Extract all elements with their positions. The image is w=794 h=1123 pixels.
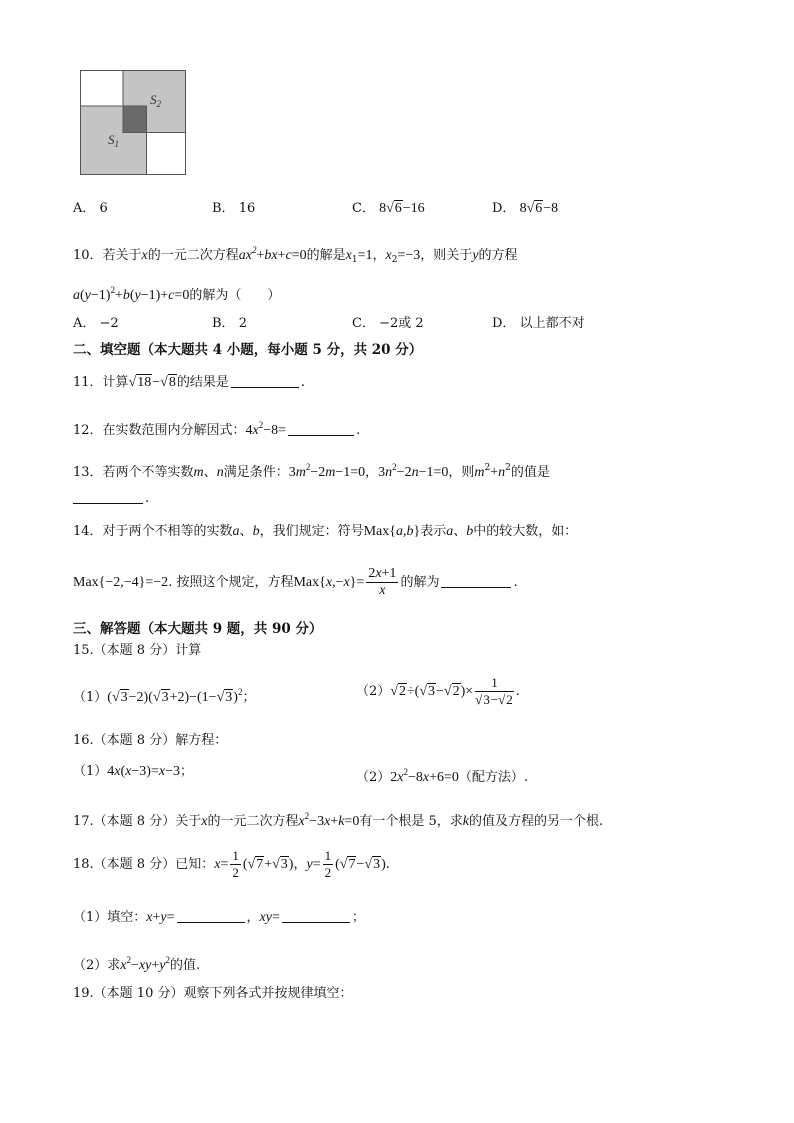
q9-option-d[interactable]: D． 8√6−8 — [492, 201, 559, 216]
q16-part1: （1）4x(x−3)=x−3； — [73, 764, 193, 779]
section2-title: 二、填空题（本大题共 4 小题，每小题 5 分，共 20 分） — [73, 342, 423, 358]
q18-part1: （1）填空：x+y= ，xy= ； — [73, 910, 365, 925]
q15-title: 15.（本题 8 分）计算 — [73, 643, 202, 658]
label-s2: $S_2$ — [150, 92, 161, 109]
overlapping-squares-figure — [80, 70, 188, 176]
overlap-square — [123, 106, 147, 133]
q18-given: 18.（本题 8 分）已知：x= $\frac{1}{2}$ (√7+√3)，y= $\frac{1}{2}$ (√7−√3). — [73, 848, 390, 880]
q11: 11．计算√18−√8的结果是 . — [73, 375, 305, 390]
q14-line1: 14．对于两个不相等的实数a、b，我们规定：符号Max{a,b}表示a、b中的较大数，如： — [73, 524, 578, 539]
q16-part2: $(2)2x^2-8x+6=0$（配方法）. — [356, 767, 529, 785]
q9-option-a[interactable]: A． 6 — [73, 201, 108, 216]
q15-part1: $(1)(√3-2)(√3+2)-(1-√3)^2$； — [73, 687, 256, 705]
q14-answer-blank[interactable] — [441, 573, 511, 588]
q13-line1: 13．若两个不等实数m、n满足条件：$3m^2-2m-1=0$，$3n^2-2n-1=0$，则$m^2+n^2$的值是 — [73, 462, 550, 480]
q10-option-a[interactable]: A． −2 — [73, 316, 119, 331]
q18-part2: （2）求$x^2-xy+y^2$的值. — [73, 955, 201, 973]
q13-line2: . — [73, 489, 149, 509]
q10-option-d[interactable]: D． 以上都不对 — [492, 316, 585, 331]
q17: 17.（本题 8 分）关于x的一元二次方程$x^2-3x+k=0$有一个根是 5，求k的值及方程的另一个根. — [73, 811, 604, 829]
q15-part2: （2）√2÷(√3−√2)× $\frac{1}{√3-√2}$ . — [356, 675, 520, 707]
q11-answer-blank[interactable] — [231, 373, 299, 388]
q18-product-blank[interactable] — [282, 908, 350, 923]
q14-line2: Max{−2,−4}=−2. 按照这个规定，方程Max{x,−x}= $\frac{2x+1}{x}$ 的解为 . — [73, 566, 518, 598]
q13-answer-blank[interactable] — [73, 489, 143, 504]
q12: 12．在实数范围内分解因式：$4x^2-8=$ . — [73, 420, 361, 438]
q10-stem-line1: 10．若关于x的一元二次方程$ax^2+bx+c=0$的解是$x_1=1$，$x_2=-3$，则关于y的方程 — [73, 245, 518, 265]
label-s1: $S_1$ — [108, 132, 119, 149]
q12-answer-blank[interactable] — [288, 421, 354, 436]
q10-option-b[interactable]: B． 2 — [212, 316, 247, 331]
q18-sum-blank[interactable] — [177, 908, 245, 923]
q16-title: 16.（本题 8 分）解方程： — [73, 733, 228, 748]
q10-option-c[interactable]: C． −2或 2 — [352, 316, 424, 331]
q9-option-c[interactable]: C． 8√6−16 — [352, 201, 425, 216]
q19-title: 19.（本题 10 分）观察下列各式并按规律填空： — [73, 986, 353, 1001]
q9-option-b[interactable]: B． 16 — [212, 201, 256, 216]
section3-title: 三、解答题（本大题共 9 题，共 90 分） — [73, 621, 323, 637]
q10-stem-line2: $a(y-1)^2+b(y-1)+c=0$的解为（ ） — [73, 285, 281, 303]
